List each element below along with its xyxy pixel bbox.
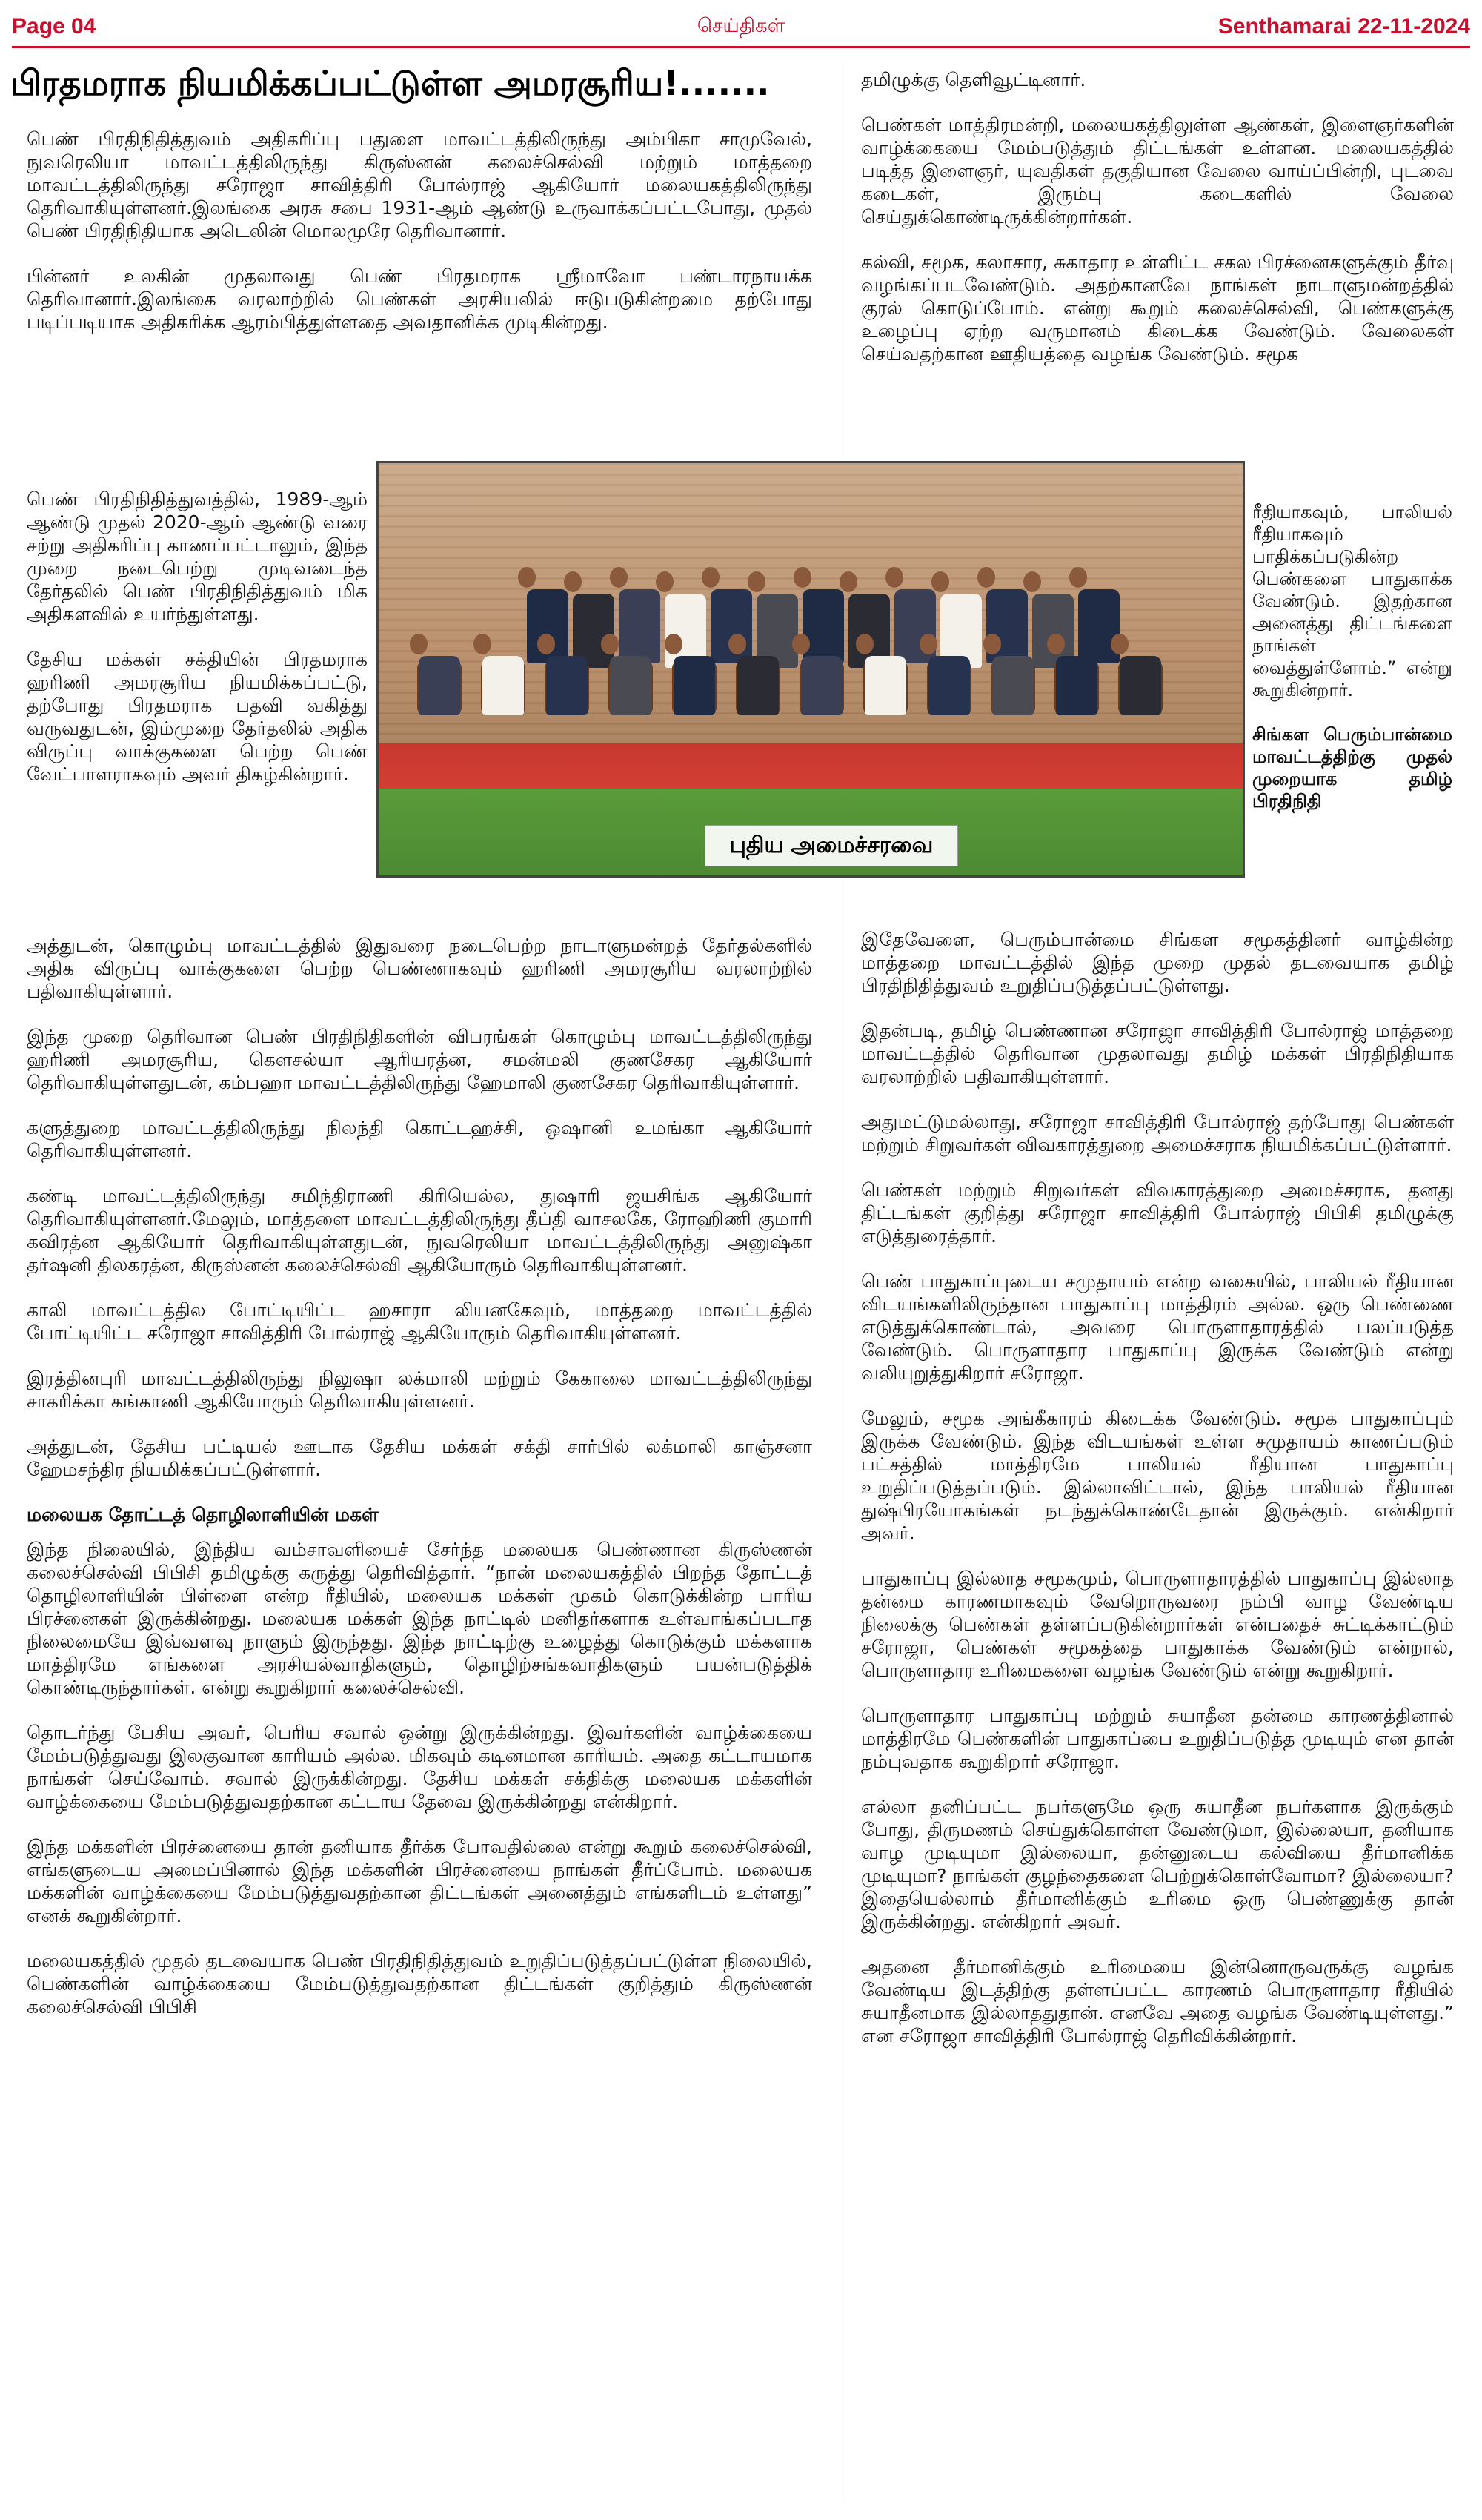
person-head <box>840 571 857 592</box>
person-head <box>601 634 619 654</box>
person-head <box>792 634 810 654</box>
paragraph: பெண் பிரதிநிதித்துவத்தில், 1989-ஆம் ஆண்டு முதல் 2020-ஆம் ஆண்டு வரை சற்று அதிகரிப்பு காணப்பட்டாலும், இந்த முறை நடைபெற்று முடிவடைந்த தேர்தலில் பெண் பிரதிநிதித்துவம் மிக அதிகளவில் உயர்ந்துள்ளது. <box>27 488 368 625</box>
paragraph: அத்துடன், தேசிய பட்டியல் ஊடாக தேசிய மக்கள் சக்தி சார்பில் லக்மாலி காஞ்சனா ஹேமசந்திர நியமிக்கப்பட்டுள்ளார். <box>27 1436 812 1480</box>
person-head <box>728 634 746 654</box>
section-label: செய்திகள் <box>697 14 785 36</box>
paragraph: மேலும், சமூக அங்கீகாரம் கிடைக்க வேண்டும். சமூக பாதுகாப்பும் இருக்க வேண்டும். இந்த விடயங்கள் உள்ள சமுதாயம் காணப்படும் பட்சத்தில் மாத்திரமே பாலியல் ரீதியான பாதுகாப்பு உறுதிப்படுத்தப்படும். இல்லாவிட்டால், இந்த பாலியல் ரீதியான துஷ்பிரயோகங்கள் நடந்துக்கொண்டேதான் இருக்கும். என்கிறார் அவர். <box>861 1407 1454 1544</box>
person-head <box>931 571 949 592</box>
person-head <box>610 567 628 588</box>
person-body <box>419 656 460 715</box>
person-head <box>1047 634 1065 654</box>
paragraph: இதேவேளை, பெரும்பான்மை சிங்கள சமூகத்தினர் வாழ்கின்ற மாத்தறை மாவட்டத்தில் இந்த முறை முதல் தடவையாக தமிழ் பிரதிநிதித்துவம் உறுதிப்படுத்தப்பட்டுள்ளது. <box>861 929 1454 996</box>
paragraph: தொடர்ந்து பேசிய அவர், பெரிய சவால் ஒன்று இருக்கின்றது. இவர்களின் வாழ்க்கையை மேம்படுத்துவது இலகுவான காரியம் அல்ல. மிகவும் கடினமான காரியம். அதை கட்டாயமாக நாங்கள் செய்வோம். சவால் இருக்கின்றது. தேசிய மக்கள் சக்திக்கு மலையக மக்களின் வாழ்க்கையை மேம்படுத்துவதற்கான கட்டாய தேவை இருக்கின்றது என்கிறார். <box>27 1722 812 1812</box>
paragraph: களுத்துறை மாவட்டத்திலிருந்து நிலந்தி கொட்டஹச்சி, ஒஷானி உமங்கா ஆகியோர் தெரிவாகியுள்ளனர். <box>27 1117 812 1161</box>
person-head <box>1111 634 1129 654</box>
person-body <box>928 656 970 715</box>
paragraph: பின்னர் உலகின் முதலாவது பெண் பிரதமராக ஸ்ரீமாவோ பண்டாரநாயக்க தெரிவானார்.இலங்கை வரலாற்றில் பெண்கள் அரசியலில் ஈடுபடுகின்றமை தற்போது படிப்படியாக அதிகரிக்க ஆரம்பித்துள்ளதை அவதானிக்க முடிகின்றது. <box>27 265 812 333</box>
right-column-wrap <box>1252 501 1452 824</box>
person-head <box>656 571 674 592</box>
photo-caption: புதிய அமைச்சரவை <box>705 825 958 866</box>
person-head <box>920 634 937 654</box>
paragraph: பொருளாதார பாதுகாப்பு மற்றும் சுயாதீன தன்மை காரணத்தினால் மாத்திரமே பெண்களின் பாதுகாப்பை உறுதிப்படுத்த முடியும் என தான் நம்புவதாக கூறுகிறார் சரோஜா. <box>861 1705 1454 1772</box>
person-body <box>546 656 588 715</box>
header-rule <box>12 46 1470 48</box>
paragraph: பெண்கள் மற்றும் சிறுவர்கள் விவகாரத்துறை அமைச்சராக, தனது திட்டங்கள் குறித்து சரோஜா சாவித்திரி போல்ராஜ் பிபிசி தமிழுக்கு எடுத்துரைத்தார். <box>861 1179 1454 1247</box>
paragraph: தேசிய மக்கள் சக்தியின் பிரதமராக ஹரிணி அமரசூரிய நியமிக்கப்பட்டு, தற்போது பிரதமராக பதவி வகித்து வருவதுடன், இம்முறை தேர்தலில் அதிக விருப்பு வாக்குகளை பெற்ற பெண் வேட்பாளராகவும் அவர் திகழ்கின்றார். <box>27 649 368 785</box>
paragraph: அத்துடன், கொழும்பு மாவட்டத்தில் இதுவரை நடைபெற்ற நாடாளுமன்றத் தேர்தல்களில் அதிக விருப்பு வாக்குகளை பெற்ற பெண்ணாகவும் ஹரிணி அமரசூரிய வரலாற்றில் பதிவாகியுள்ளார். <box>27 935 812 1002</box>
person-head <box>410 634 428 654</box>
paragraph: அதனை தீர்மானிக்கும் உரிமையை இன்னொருவருக்கு வழங்க வேண்டிய இடத்திற்கு தள்ளப்பட்ட காரணம் பொருளாதார ரீதியில் சுயாதீனமாக இல்லாததுதான். எனவே அதை வழங்க வேண்டியுள்ளது.” என சரோஜா சாவித்திரி போல்ராஜ் தெரிவிக்கின்றார். <box>861 1956 1454 2046</box>
person-body <box>482 656 524 715</box>
paragraph: எல்லா தனிப்பட்ட நபர்களுமே ஒரு சுயாதீன நபர்களாக இருக்கும் போது, திருமணம் செய்துக்கொள்ள வேண்டுமா, இல்லையா, தனியாக வாழ முடியுமா இல்லையா, தன்னுடைய கல்வியை தீர்மானிக்க முடியுமா? நாங்கள் குழந்தைகளை பெற்றுக்கொள்வோமா? இல்லையா? இதையெல்லாம் தீர்மானிக்கும் உரிமை ஒரு பெண்ணுக்கு தான் இருக்கின்றது. என்கிறார் அவர். <box>861 1796 1454 1932</box>
person-body <box>865 656 906 715</box>
paragraph: இரத்தினபுரி மாவட்டத்திலிருந்து நிலுஷா லக்மாலி மற்றும் கேகாலை மாவட்டத்திலிருந்து சாகரிக்கா கங்காணி ஆகியோரும் தெரிவாகியுள்ளனர். <box>27 1367 812 1412</box>
paragraph: ரீதியாகவும், பாலியல் ரீதியாகவும் பாதிக்கப்படுகின்ற பெண்களை பாதுகாக்க வேண்டும். இதற்கான அனைத்து திட்டங்களை நாங்கள் வைத்துள்ளோம்.” என்று கூறுகின்றார். <box>1252 502 1452 700</box>
paragraph: கல்வி, சமூக, கலாசார, சுகாதார உள்ளிட்ட சகல பிரச்னைகளுக்கும் தீர்வு வழங்கப்படவேண்டும். அதற்கானவே நாங்கள் நாடாளுமன்றத்தில் குரல் கொடுப்போம். என்று கூறும் கலைச்செல்வி, பெண்களுக்கு உழைப்பு ஏற்ற வருமானம் கிடைக்க வேண்டும். வேலைகள் செய்வதற்கான ஊதியத்தை வழங்க வேண்டும். சமூக <box>861 251 1454 365</box>
person-body <box>803 589 844 663</box>
page-header <box>12 10 1470 43</box>
person-body <box>1056 656 1097 715</box>
cabinet-photo <box>376 461 1245 878</box>
paragraph: தமிழுக்கு தெளிவூட்டினார். <box>861 69 1086 90</box>
page-number: Page 04 <box>12 14 96 39</box>
person-body <box>674 656 715 715</box>
person-head <box>1069 567 1087 588</box>
paragraph: பெண் பாதுகாப்புடைய சமுதாயம் என்ற வகையில், பாலியல் ரீதியான விடயங்களிலிருந்தான பாதுகாப்பு மாத்திரம் அல்ல. ஒரு பெண்ணை எடுத்துக்கொண்டால், அவரை பொருளாதாரத்தில் பலப்படுத்த வேண்டும். பொருளாதார பாதுகாப்பு இருக்க வேண்டும் என்று வலியுறுத்துகிறார் சரோஜா. <box>861 1270 1454 1384</box>
person-head <box>518 567 536 588</box>
paragraph: மலையகத்தில் முதல் தடவையாக பெண் பிரதிநிதித்துவம் உறுதிப்படுத்தப்பட்டுள்ள நிலையில், பெண்களின் வாழ்க்கையை மேம்படுத்துவதற்கான திட்டங்கள் குறித்தும் கிருஸ்ணன் கலைச்செல்வி பிபிசி <box>27 1950 812 2017</box>
person-body <box>992 656 1034 715</box>
person-head <box>473 634 491 654</box>
masthead-date: Senthamarai 22-11-2024 <box>1217 14 1470 39</box>
right-column-top <box>861 68 1454 388</box>
person-head <box>564 571 582 592</box>
paragraph: இந்த நிலையில், இந்திய வம்சாவளியைச் சேர்ந்த மலையக பெண்ணான கிருஸ்ணன் கலைச்செல்வி பிபிசி தமிழுக்கு கருத்து தெரிவித்தார். “நான் மலையகத்தில் பிறந்த தோட்டத் தொழிலாளியின் பிள்ளை என்ற ரீதியில், மலையக மக்கள் முகம் கொடுக்கின்ற பாரிய பிரச்னைகள் இருக்கின்றது. மலையக மக்கள் இந்த நாட்டில் மனிதர்களாக உள்வாங்கப்படாத நிலைமையே இவ்வளவு நாளும் இருந்தது. இந்த நாட்டிற்கு உழைத்து கொடுக்கும் மக்களாக மாத்திரமே எங்களை அரசியல்வாதிகளும், தொழிற்சங்கவாதிகளும் பயன்படுத்திக் கொண்டிருந்தார்கள். என்று கூறுகிறார் கலைச்செல்வி. <box>27 1539 812 1698</box>
paragraph: பாதுகாப்பு இல்லாத சமூகமும், பொருளாதாரத்தில் பாதுகாப்பு இல்லாத தன்மை காரணமாகவும் வேறொருவரை நம்பி வாழ வேண்டிய நிலைக்கு பெண்கள் தள்ளப்படுகின்றார்கள் என்பதைச் சுட்டிக்காட்டும் சரோஜா, பெண்கள் சமூகத்தை பாதுகாக்க வேண்டும் என்றால், பொருளாதார உரிமைகளை வழங்க வேண்டும் என்று கூறுகிறார். <box>861 1568 1454 1681</box>
person-body <box>737 656 779 715</box>
person-head <box>794 567 811 588</box>
person-head <box>856 634 874 654</box>
subheading: மலையக தோட்டத் தொழிலாளியின் மகள் <box>27 1504 379 1525</box>
person-body <box>610 656 651 715</box>
person-head <box>702 567 720 588</box>
left-column-wrap <box>27 488 368 808</box>
person-body <box>801 656 843 715</box>
paragraph: பெண்கள் மாத்திரமன்றி, மலையகத்திலுள்ள ஆண்கள், இளைஞர்களின் வாழ்க்கையை மேம்படுத்தும் திட்டங்கள் உள்ளன. மலையகத்தில் படித்த இளைஞர், யுவதிகள் தகுதியான வேலை வாய்ப்பின்றி, புடவை கடைகள், இரும்பு கடைகளில் வேலை செய்துக்கொண்டிருக்கின்றார்கள். <box>861 114 1454 228</box>
subheading: சிங்கள பெரும்பான்மை மாவட்டத்திற்கு முதல் முறையாக தமிழ் பிரதிநிதி <box>1252 724 1452 812</box>
paragraph: பெண் பிரதிநிதித்துவம் அதிகரிப்பு பதுளை மாவட்டத்திலிருந்து அம்பிகா சாமுவேல், நுவரெலியா மாவட்டத்திலிருந்து கிருஸ்னன் கலைச்செல்வி மற்றும் மாத்தறை மாவட்டத்திலிருந்து சரோஜா சாவித்திரி போல்ராஜ் ஆகியோர் மலையகத்திலிருந்து தெரிவாகியுள்ளனர்.இலங்கை அரசு சபை 1931-ஆம் ஆண்டு உருவாக்கப்பட்டபோது, முதல் பெண் பிரதிநிதியாக அடெலின் மொலமுரே தெரிவானார். <box>27 128 812 242</box>
person-head <box>885 567 903 588</box>
right-column-bottom <box>861 928 1454 2069</box>
person-head <box>977 567 995 588</box>
person-head <box>665 634 682 654</box>
person-head <box>983 634 1001 654</box>
paragraph: அதுமட்டுமல்லாது, சரோஜா சாவித்திரி போல்ராஜ் தற்போது பெண்கள் மற்றும் சிறுவர்கள் விவகாரத்துறை அமைச்சராக நியமிக்கப்பட்டுள்ளார். <box>861 1111 1454 1155</box>
person-head <box>1023 571 1041 592</box>
left-column-bottom <box>27 934 812 2040</box>
paragraph: இதன்படி, தமிழ் பெண்ணான சரோஜா சாவித்திரி போல்ராஜ் மாத்தறை மாவட்டத்தில் தெரிவான முதலாவது தமிழ் மக்கள் பிரதிநிதியாக வரலாற்றில் பதிவாகியுள்ளார். <box>861 1020 1454 1087</box>
person-body <box>619 589 660 663</box>
person-head <box>748 571 765 592</box>
paragraph: இந்த மக்களின் பிரச்னையை தான் தனியாக தீர்க்க போவதில்லை என்று கூறும் கலைச்செல்வி, எங்களுடைய அமைப்பினால் இந்த மக்களின் பிரச்னையை நாங்கள் தீர்ப்போம். மலையக மக்களின் வாழ்க்கையை மேம்படுத்துவதற்கான திட்டங்கள் அனைத்தும் எங்களிடம் உள்ளது” எனக் கூறுகின்றார். <box>27 1836 812 1926</box>
paragraph: காலி மாவட்டத்தில போட்டியிட்ட ஹசாரா லியனகேவும், மாத்தறை மாவட்டத்தில் போட்டியிட்ட சரோஜா சாவித்திரி போல்ராஜ் ஆகியோரும் தெரிவாகியுள்ளனர். <box>27 1299 812 1344</box>
paragraph: இந்த முறை தெரிவான பெண் பிரதிநிதிகளின் விபரங்கள் கொழும்பு மாவட்டத்திலிருந்து ஹரிணி அமரசூரிய, கௌசல்யா ஆரியரத்ன, சமன்மலி குணசேகர ஆகியோர் தெரிவாகியுள்ளதுடன், கம்பஹா மாவட்டத்திலிருந்து ஹேமாலி குணசேகர தெரிவாகியுள்ளார். <box>27 1026 812 1093</box>
person-head <box>537 634 555 654</box>
person-body <box>1120 656 1161 715</box>
article-headline: பிரதமராக நியமிக்கப்பட்டுள்ள அமரசூரிய!....... <box>10 63 770 103</box>
left-column-top <box>27 127 812 356</box>
paragraph: கண்டி மாவட்டத்திலிருந்து சமிந்திராணி கிரியெல்ல, துஷாரி ஜயசிங்க ஆகியோர் தெரிவாகியுள்ளனர்.மேலும், மாத்தளை மாவட்டத்திலிருந்து தீப்தி வாசலகே, ரோஹிணி குமாரி கவிரத்ன ஆகியோர் தெரிவாகியுள்ளதுடன், நுவரெலியா மாவட்டத்திலிருந்து அனுஷ்கா தர்ஷனி திலகரத்ன, கிருஸ்னன் கலைச்செல்வி ஆகியோரும் தெரிவாகியுள்ளனர். <box>27 1185 812 1276</box>
